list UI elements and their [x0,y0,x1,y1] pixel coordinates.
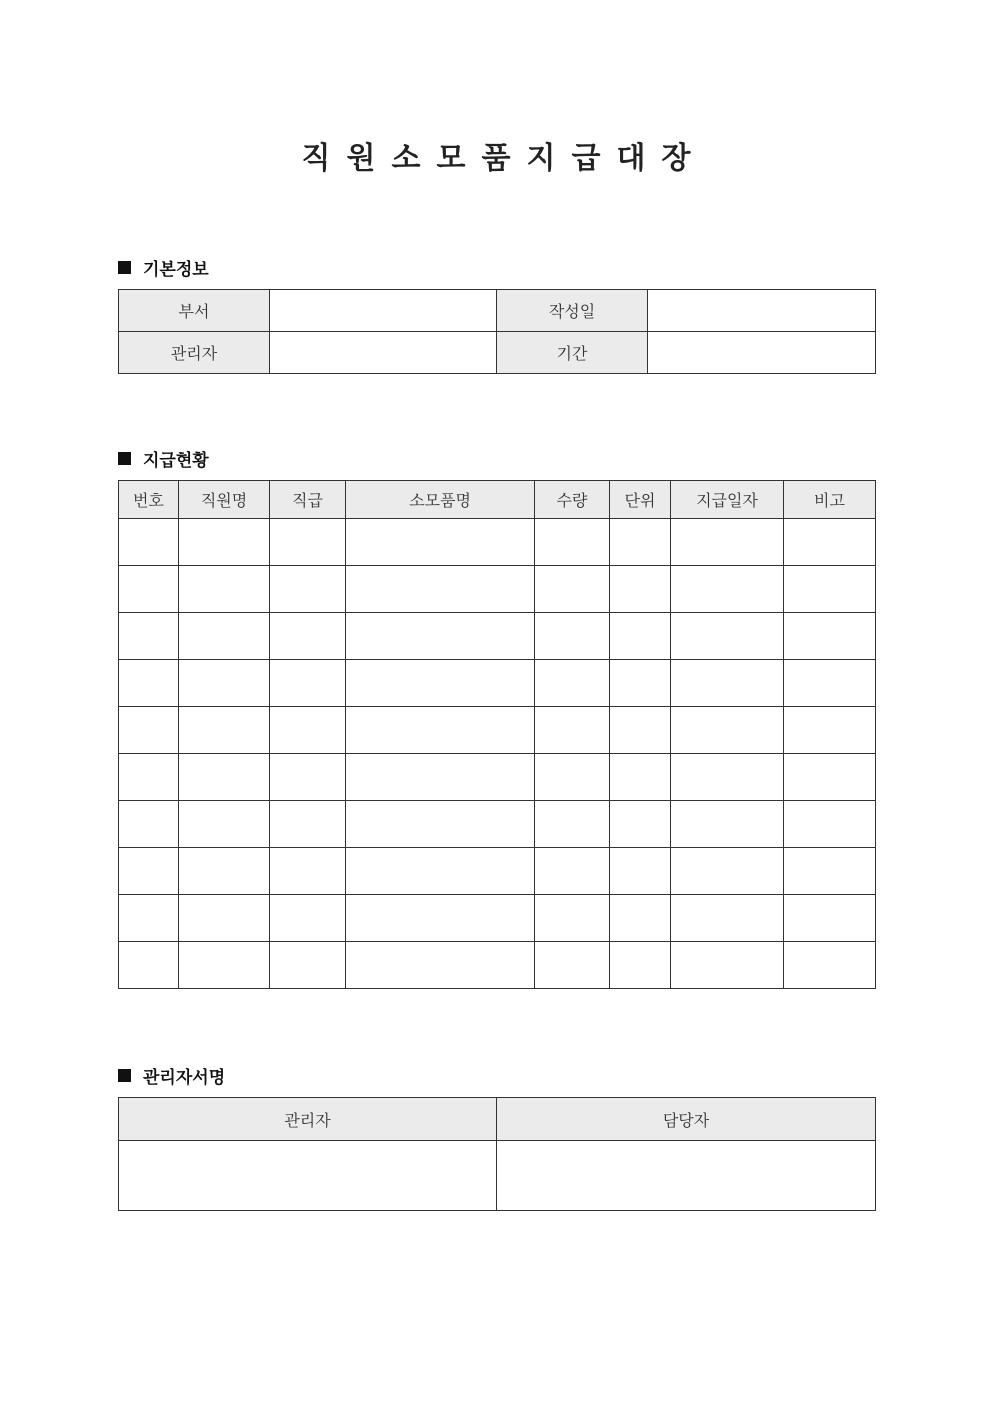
cell-remarks[interactable] [784,519,876,566]
cell-employee-name[interactable] [179,848,270,895]
title-char: 품 [481,141,511,176]
cell-supply-date[interactable] [671,519,784,566]
section-heading-label: 지급현황 [143,451,209,471]
cell-unit[interactable] [610,519,671,566]
cell-position[interactable] [270,754,346,801]
cell-unit[interactable] [610,613,671,660]
cell-position[interactable] [270,566,346,613]
table-row [119,519,876,566]
cell-position[interactable] [270,848,346,895]
cell-supply-date[interactable] [671,660,784,707]
section-heading-signature [118,1063,225,1088]
cell-quantity[interactable] [535,848,610,895]
cell-unit[interactable] [610,942,671,989]
title-char: 급 [571,141,601,176]
page-title [0,133,992,177]
cell-quantity[interactable] [535,566,610,613]
cell-remarks[interactable] [784,613,876,660]
cell-position[interactable] [270,613,346,660]
table-row [119,1141,876,1211]
cell-item-name[interactable] [346,566,535,613]
table-header-row [119,481,876,519]
cell-item-name[interactable] [346,519,535,566]
created-date-label: 작성일 [497,290,648,332]
title-char: 소 [391,141,421,176]
supply-status-table [118,480,876,989]
cell-remarks[interactable] [784,895,876,942]
column-header-unit: 단위 [610,481,671,519]
column-header-quantity: 수량 [535,481,610,519]
cell-remarks[interactable] [784,754,876,801]
section-heading-label: 기본정보 [143,260,209,280]
table-row [119,754,876,801]
cell-item-name[interactable] [346,660,535,707]
cell-employee-name[interactable] [179,707,270,754]
cell-number[interactable] [119,519,179,566]
cell-employee-name[interactable] [179,566,270,613]
created-date-field[interactable] [648,290,876,332]
cell-supply-date[interactable] [671,801,784,848]
title-char: 모 [436,141,466,176]
table-header-row [119,1098,876,1141]
cell-supply-date[interactable] [671,613,784,660]
cell-number[interactable] [119,895,179,942]
square-bullet-icon [118,261,131,274]
cell-remarks[interactable] [784,848,876,895]
staff-sign-header: 담당자 [497,1098,876,1141]
cell-quantity[interactable] [535,707,610,754]
cell-quantity[interactable] [535,895,610,942]
cell-quantity[interactable] [535,754,610,801]
cell-employee-name[interactable] [179,895,270,942]
cell-number[interactable] [119,613,179,660]
cell-supply-date[interactable] [671,707,784,754]
cell-remarks[interactable] [784,660,876,707]
cell-supply-date[interactable] [671,895,784,942]
table-row [119,895,876,942]
table-row [119,707,876,754]
section-heading-label: 관리자서명 [143,1068,226,1088]
cell-supply-date[interactable] [671,942,784,989]
square-bullet-icon [118,452,131,465]
cell-unit[interactable] [610,707,671,754]
cell-number[interactable] [119,566,179,613]
cell-employee-name[interactable] [179,613,270,660]
title-char: 원 [346,141,376,176]
cell-unit[interactable] [610,848,671,895]
column-header-remarks: 비고 [784,481,876,519]
column-header-position: 직급 [270,481,346,519]
cell-unit[interactable] [610,895,671,942]
cell-quantity[interactable] [535,801,610,848]
column-header-item-name: 소모품명 [346,481,535,519]
cell-position[interactable] [270,942,346,989]
cell-number[interactable] [119,848,179,895]
section-heading-basic-info [118,255,209,280]
cell-employee-name[interactable] [179,942,270,989]
manager-sign-header: 관리자 [119,1098,497,1141]
cell-number[interactable] [119,754,179,801]
cell-supply-date[interactable] [671,848,784,895]
manager-field[interactable] [270,332,497,374]
cell-item-name[interactable] [346,707,535,754]
table-row [119,332,876,374]
period-field[interactable] [648,332,876,374]
manager-signature-field[interactable] [119,1141,497,1211]
cell-supply-date[interactable] [671,566,784,613]
title-char: 대 [616,141,646,176]
cell-unit[interactable] [610,801,671,848]
cell-number[interactable] [119,660,179,707]
cell-employee-name[interactable] [179,660,270,707]
table-row [119,613,876,660]
manager-label: 관리자 [119,332,270,374]
cell-quantity[interactable] [535,660,610,707]
table-row [119,290,876,332]
cell-remarks[interactable] [784,566,876,613]
column-header-employee-name: 직원명 [179,481,270,519]
section-heading-supply-status [118,446,209,471]
department-label: 부서 [119,290,270,332]
cell-number[interactable] [119,801,179,848]
cell-employee-name[interactable] [179,801,270,848]
staff-signature-field[interactable] [497,1141,876,1211]
table-row [119,801,876,848]
table-row [119,942,876,989]
title-char: 지 [526,141,556,176]
cell-supply-date[interactable] [671,754,784,801]
cell-employee-name[interactable] [179,754,270,801]
cell-number[interactable] [119,942,179,989]
cell-number[interactable] [119,707,179,754]
cell-remarks[interactable] [784,707,876,754]
cell-position[interactable] [270,801,346,848]
cell-item-name[interactable] [346,613,535,660]
table-row [119,566,876,613]
cell-quantity[interactable] [535,613,610,660]
cell-item-name[interactable] [346,895,535,942]
cell-position[interactable] [270,895,346,942]
cell-item-name[interactable] [346,754,535,801]
department-field[interactable] [270,290,497,332]
cell-unit[interactable] [610,754,671,801]
cell-item-name[interactable] [346,801,535,848]
signature-table [118,1097,876,1211]
cell-unit[interactable] [610,566,671,613]
cell-unit[interactable] [610,660,671,707]
period-label: 기간 [497,332,648,374]
cell-quantity[interactable] [535,942,610,989]
cell-remarks[interactable] [784,942,876,989]
table-row [119,660,876,707]
cell-item-name[interactable] [346,848,535,895]
cell-position[interactable] [270,519,346,566]
title-char: 장 [661,141,691,176]
column-header-number: 번호 [119,481,179,519]
cell-position[interactable] [270,660,346,707]
column-header-supply-date: 지급일자 [671,481,784,519]
cell-position[interactable] [270,707,346,754]
title-char: 직 [301,141,331,176]
cell-item-name[interactable] [346,942,535,989]
cell-remarks[interactable] [784,801,876,848]
square-bullet-icon [118,1069,131,1082]
basic-info-table [118,289,876,374]
table-row [119,848,876,895]
cell-quantity[interactable] [535,519,610,566]
cell-employee-name[interactable] [179,519,270,566]
